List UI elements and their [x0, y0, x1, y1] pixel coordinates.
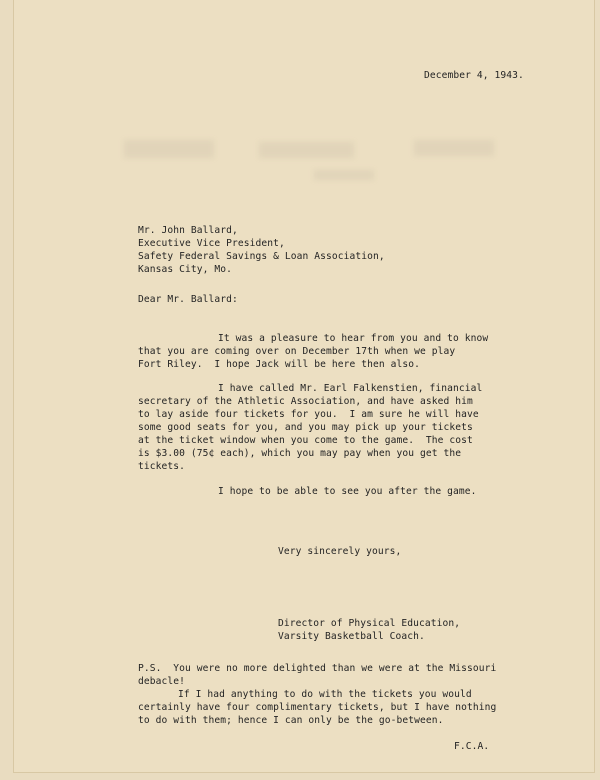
postscript-line: to do with them; hence I can only be the go-between.: [138, 715, 444, 726]
paragraph-line: It was a pleasure to hear from you and to know: [218, 333, 489, 344]
paragraph-line: I have called Mr. Earl Falkenstien, financial: [218, 383, 483, 394]
address-line: Mr. John Ballard,: [138, 225, 238, 236]
paragraph-line: some good seats for you, and you may pick up your tickets: [138, 422, 473, 433]
paragraph-line: to lay aside four tickets for you. I am sure he will have: [138, 409, 479, 420]
letter-date: December 4, 1943.: [424, 70, 524, 81]
salutation: Dear Mr. Ballard:: [138, 294, 238, 305]
letter-page: [14, 0, 594, 772]
paragraph-line: Fort Riley. I hope Jack will be here then also.: [138, 359, 421, 370]
paragraph-line: at the ticket window when you come to the game. The cost: [138, 435, 473, 446]
signature-line: Director of Physical Education,: [278, 618, 461, 629]
paragraph-line: I hope to be able to see you after the game.: [218, 486, 477, 497]
bleed-through-mark: [124, 140, 214, 158]
closing: Very sincerely yours,: [278, 546, 402, 557]
paragraph-line: is $3.00 (75¢ each), which you may pay when you get the: [138, 448, 462, 459]
paragraph-line: that you are coming over on December 17th when we play: [138, 346, 456, 357]
postscript-line: certainly have four complimentary tickets, but I have nothing: [138, 702, 497, 713]
bleed-through-mark: [259, 142, 354, 158]
postscript-line: If I had anything to do with the tickets you would: [178, 689, 472, 700]
postscript-line: P.S. You were no more delighted than we were at the Missouri: [138, 663, 497, 674]
paragraph-line: tickets.: [138, 461, 186, 472]
address-line: Executive Vice President,: [138, 238, 285, 249]
bleed-through-mark: [314, 170, 374, 180]
bleed-through-mark: [414, 140, 494, 156]
paragraph-line: secretary of the Athletic Association, and have asked him: [138, 396, 473, 407]
initials: F.C.A.: [454, 741, 490, 752]
signature-line: Varsity Basketball Coach.: [278, 631, 425, 642]
postscript-line: debacle!: [138, 676, 186, 687]
address-line: Safety Federal Savings & Loan Association,: [138, 251, 385, 262]
address-line: Kansas City, Mo.: [138, 264, 233, 275]
